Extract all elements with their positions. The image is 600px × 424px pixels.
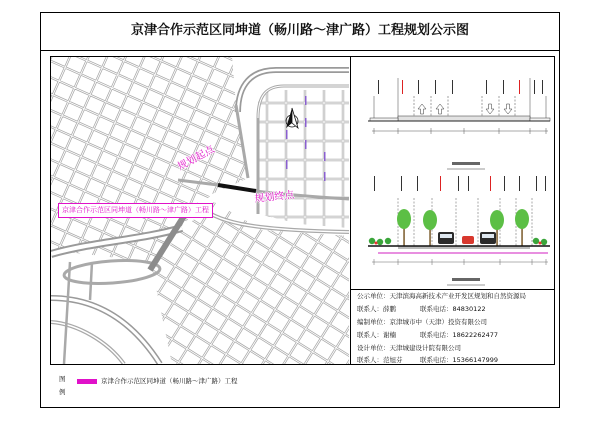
plan-end-label: 规划终点 [254, 189, 295, 205]
legend-item-label: 京津合作示范区同坤道（畅川路～津广路）工程 [101, 377, 238, 385]
cross-section-upper [368, 78, 550, 169]
compiler-contact: 联系人：谢楠 [357, 331, 396, 339]
road-cross-sections [351, 57, 554, 289]
shrub-icon [369, 238, 547, 245]
designer-line: 设计单位：天津城建设计院有限公司 [357, 344, 461, 352]
legend-swatch [77, 379, 97, 384]
compiler-line: 编制单位：京津城市中（天津）投资有限公司 [357, 318, 487, 326]
section-info-divider [350, 289, 555, 290]
publisher-contact: 联系人：薛鹏 [357, 305, 396, 313]
legend-heading-1: 图 [59, 375, 66, 383]
page-title: 京津合作示范区同坤道（畅川路～津广路）工程规划公示图 [130, 23, 469, 38]
legend-heading-2: 例 [59, 388, 66, 396]
designer-phone: 联系电话：15366147999 [420, 356, 498, 364]
vehicle-icon [438, 232, 496, 244]
publisher-line: 公示单位：天津滨海高新技术产业开发区规划和自然资源局 [357, 292, 526, 300]
plan-start-label: 规划起点 [176, 144, 217, 173]
designer-contact: 联系人：范旭芬 [357, 356, 403, 364]
publisher-phone: 联系电话：84830122 [420, 305, 486, 313]
title-divider [40, 50, 560, 51]
cross-section-lower [368, 176, 550, 285]
project-name-label: 京津合作示范区同坤道（畅川路～津广路）工程 [58, 203, 213, 218]
compiler-phone: 联系电话：18622262477 [420, 331, 498, 339]
